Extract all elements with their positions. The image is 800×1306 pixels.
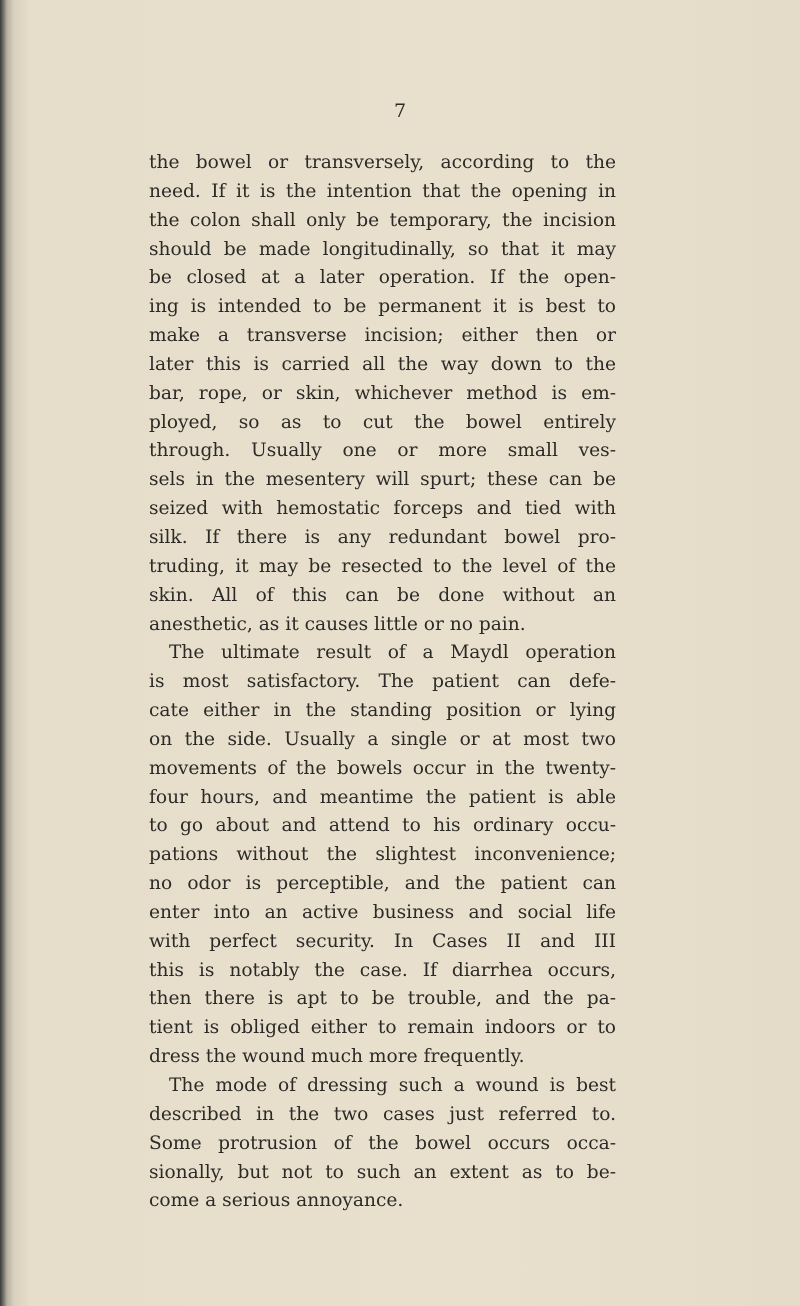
text-line: anesthetic, as it causes little or no pain.: [149, 613, 526, 635]
text-line: need. If it is the intention that the opening in: [149, 180, 616, 202]
text-line: dress the wound much more frequently.: [149, 1046, 525, 1068]
text-line: on the side. Usually a single or at most two: [149, 728, 616, 750]
text-line: be closed at a later operation. If the open-: [149, 267, 616, 289]
text-line: ing is intended to be permanent it is best to: [149, 296, 616, 318]
text-line: Some protrusion of the bowel occurs occa-: [149, 1132, 616, 1154]
text-line: with perfect security. In Cases II and III: [149, 930, 616, 952]
text-line: enter into an active business and social life: [149, 901, 616, 923]
text-line: skin. All of this can be done without an: [149, 584, 616, 606]
text-line: sels in the mesentery will spurt; these can be: [149, 469, 616, 491]
text-line: later this is carried all the way down to the: [149, 353, 616, 375]
text-line: seized with hemostatic forceps and tied with: [149, 498, 616, 520]
text-line: no odor is perceptible, and the patient can: [149, 873, 616, 895]
text-line: to go about and attend to his ordinary occu-: [149, 815, 616, 837]
text-line: tient is obliged either to remain indoors or to: [149, 1017, 616, 1039]
text-line: truding, it may be resected to the level of the: [149, 555, 616, 577]
text-line: should be made longitudinally, so that it may: [149, 238, 616, 260]
text-line: four hours, and meantime the patient is able: [149, 786, 616, 808]
text-line: then there is apt to be trouble, and the pa-: [149, 988, 616, 1010]
text-line: The ultimate result of a Maydl operation: [169, 642, 616, 664]
text-line: through. Usually one or more small ves-: [149, 440, 616, 462]
text-line: come a serious annoyance.: [149, 1190, 404, 1212]
text-line: The mode of dressing such a wound is best: [169, 1075, 616, 1096]
text-line: movements of the bowels occur in the twenty-: [149, 757, 616, 779]
body-text: [149, 149, 616, 1216]
text-line: described in the two cases just referred to.: [149, 1103, 616, 1125]
text-line: bar, rope, or skin, whichever method is em-: [149, 382, 616, 404]
text-line: the bowel or transversely, according to the: [149, 152, 616, 173]
text-line: cate either in the standing position or lying: [149, 700, 616, 722]
text-line: silk. If there is any redundant bowel pro-: [149, 526, 616, 548]
text-line: this is notably the case. If diarrhea occurs,: [149, 959, 616, 981]
text-line: sionally, but not to such an extent as to be-: [149, 1161, 616, 1183]
text-line: ployed, so as to cut the bowel entirely: [149, 411, 616, 433]
text-line: is most satisfactory. The patient can defe-: [149, 671, 616, 693]
text-line: the colon shall only be temporary, the incision: [149, 209, 616, 231]
text-line: make a transverse incision; either then or: [149, 325, 616, 347]
page-number: 7: [393, 100, 407, 122]
text-line: pations without the slightest inconvenience;: [149, 844, 616, 866]
